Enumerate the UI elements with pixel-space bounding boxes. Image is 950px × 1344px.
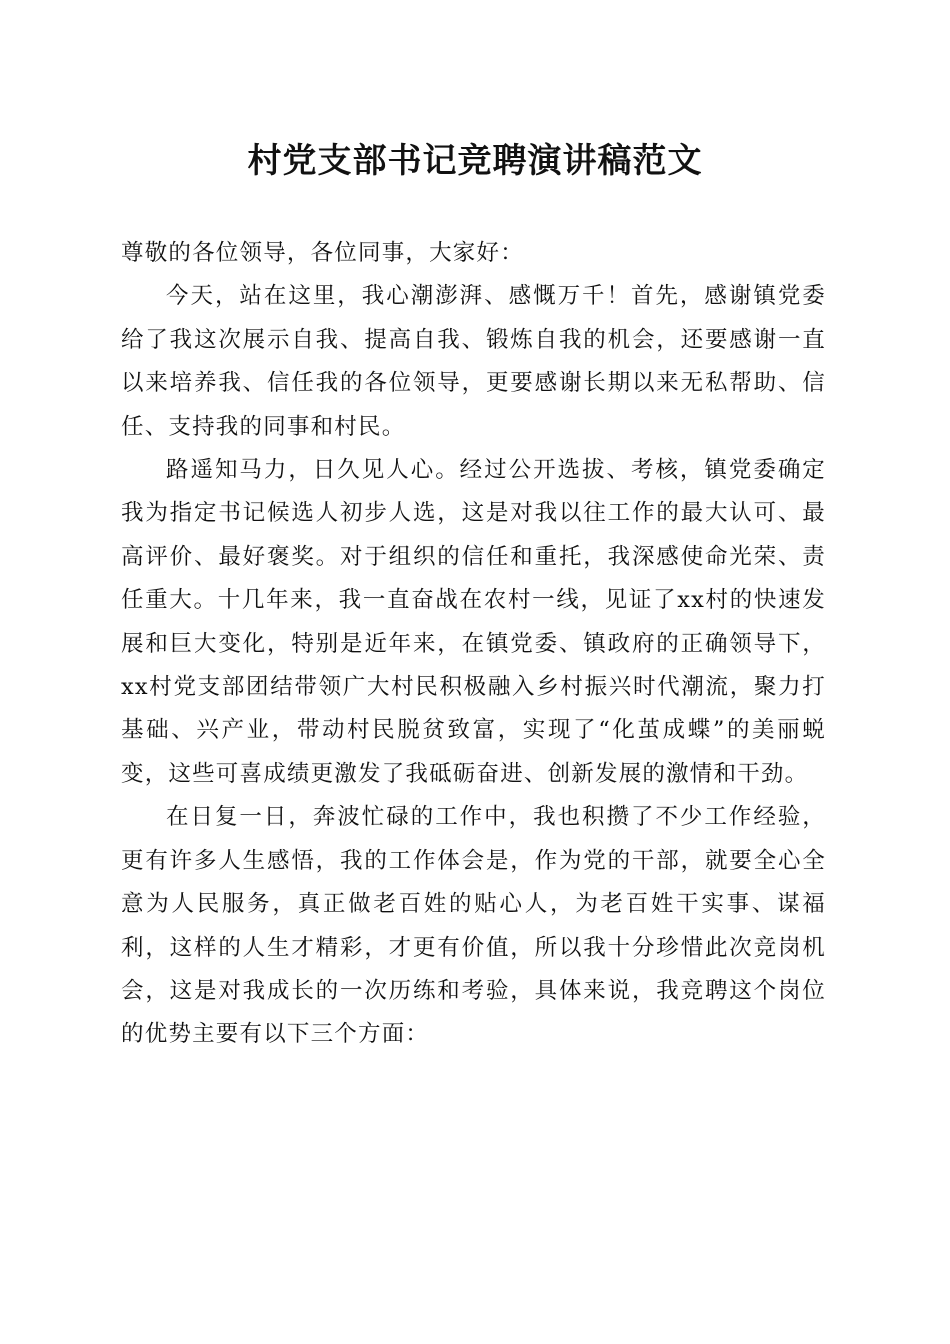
paragraph-3: 在日复一日，奔波忙碌的工作中，我也积攒了不少工作经验，更有许多人生感悟，我的工作体会是，作为党的干部，就要全心全意为人民服务，真正做老百姓的贴心人，为老百姓干实事、谋福利，这样的人生才精彩，才更有价值，所以我十分珍惜此次竞岗机会，这是对我成长的一次历练和考验，具体来说，我竞聘这个岗位的优势主要有以下三个方面： <box>121 804 826 1048</box>
paragraph-1: 今天，站在这里，我心潮澎湃、感慨万千！首先，感谢镇党委给了我这次展示自我、提高自我、锻炼自我的机会，还要感谢一直以来培养我、信任我的各位领导，更要感谢长期以来无私帮助、信任、支持我的同事和村民。 <box>121 283 826 440</box>
document-title: 村党支部书记竞聘演讲稿范文 <box>247 141 703 181</box>
paragraph-2: 路遥知马力，日久见人心。经过公开选拔、考核，镇党委确定我为指定书记候选人初步人选，这是对我以往工作的最大认可、最高评价、最好褒奖。对于组织的信任和重托，我深感使命光荣、责任重大。十几年来，我一直奋战在农村一线，见证了xx村的快速发展和巨大变化，特别是近年来，在镇党委、镇政府的正确领导下，xx村党支部团结带领广大村民积极融入乡村振兴时代潮流，聚力打基础、兴产业，带动村民脱贫致富，实现了“化茧成蝶”的美丽蜕变，这些可喜成绩更激发了我砥砺奋进、创新发展的激情和干劲。 <box>121 457 826 787</box>
salutation: 尊敬的各位领导，各位同事，大家好： <box>121 240 524 266</box>
document-body <box>121 232 826 1057</box>
